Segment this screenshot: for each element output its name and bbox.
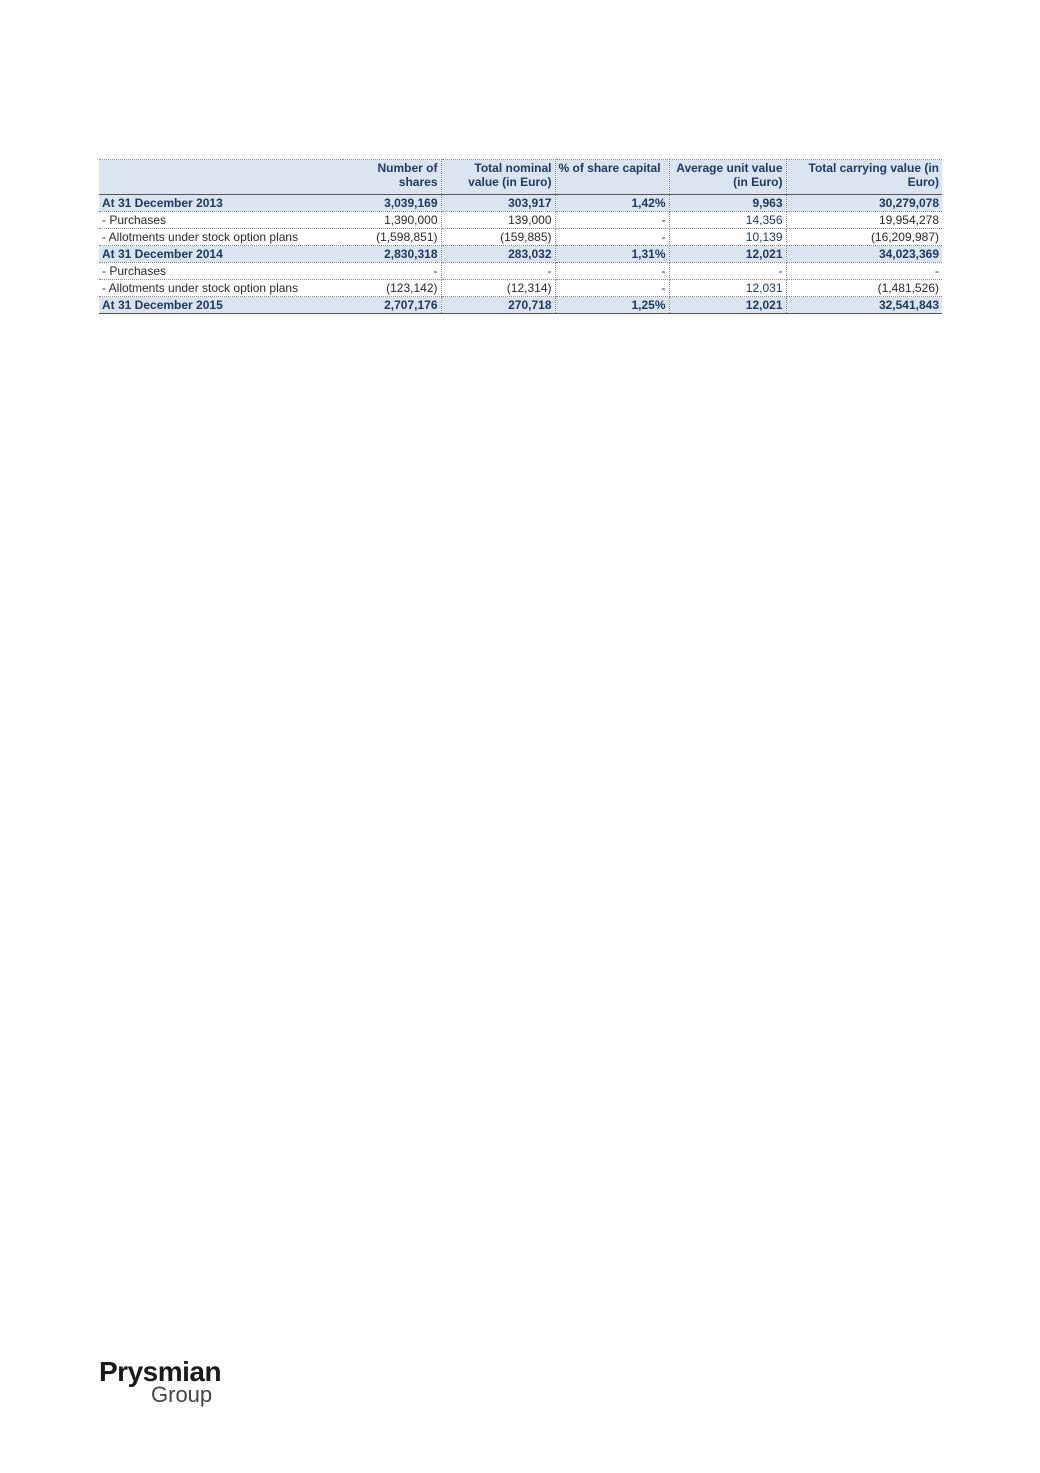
table-row-purchases-2015 [99,263,942,280]
row-label: At 31 December 2015 [99,297,343,314]
cell-total-nominal-value: 270,718 [441,297,555,314]
cell-average-unit-value: 12,021 [669,246,786,263]
cell-average-unit-value: - [669,263,786,280]
header-share-capital-pct: % of share capital [555,160,669,195]
cell-number-of-shares: (123,142) [343,280,441,297]
row-label: - Purchases [99,263,343,280]
row-label: At 31 December 2013 [99,195,343,212]
cell-total-nominal-value: - [441,263,555,280]
logo-sub-text: Group [151,1382,213,1407]
header-number-of-shares: Number of shares [343,160,441,195]
cell-share-capital-pct: - [555,229,669,246]
cell-share-capital-pct: 1,42% [555,195,669,212]
cell-total-nominal-value: 303,917 [441,195,555,212]
cell-total-carrying-value: 19,954,278 [786,212,942,229]
row-label: - Allotments under stock option plans [99,280,343,297]
header-average-unit-value: Average unit value (in Euro) [669,160,786,195]
cell-total-nominal-value: (159,885) [441,229,555,246]
cell-number-of-shares: 1,390,000 [343,212,441,229]
row-label: - Purchases [99,212,343,229]
row-label: - Allotments under stock option plans [99,229,343,246]
cell-number-of-shares: 2,707,176 [343,297,441,314]
cell-total-nominal-value: 139,000 [441,212,555,229]
cell-average-unit-value: 9,963 [669,195,786,212]
header-label [99,160,343,195]
cell-total-nominal-value: 283,032 [441,246,555,263]
cell-number-of-shares: 3,039,169 [343,195,441,212]
table-row-allotments-2014 [99,229,942,246]
logo-brand-text: Prysmian [99,1356,222,1387]
cell-share-capital-pct: 1,31% [555,246,669,263]
cell-share-capital-pct: - [555,263,669,280]
table-row-dec-2013 [99,195,942,212]
cell-average-unit-value: 14,356 [669,212,786,229]
prysmian-group-logo [99,1357,229,1413]
cell-average-unit-value: 10,139 [669,229,786,246]
row-label: At 31 December 2014 [99,246,343,263]
cell-number-of-shares: (1,598,851) [343,229,441,246]
treasury-shares-table [99,159,942,314]
cell-total-carrying-value: 32,541,843 [786,297,942,314]
cell-number-of-shares: - [343,263,441,280]
table-header-row [99,160,942,195]
cell-total-carrying-value: 30,279,078 [786,195,942,212]
cell-average-unit-value: 12,021 [669,297,786,314]
cell-share-capital-pct: - [555,280,669,297]
table-row-allotments-2015 [99,280,942,297]
cell-share-capital-pct: 1,25% [555,297,669,314]
header-total-carrying-value: Total carrying value (in Euro) [786,160,942,195]
cell-average-unit-value: 12,031 [669,280,786,297]
cell-total-carrying-value: 34,023,369 [786,246,942,263]
cell-total-nominal-value: (12,314) [441,280,555,297]
table-row-dec-2015 [99,297,942,314]
table-row-purchases-2014 [99,212,942,229]
cell-total-carrying-value: (1,481,526) [786,280,942,297]
cell-share-capital-pct: - [555,212,669,229]
cell-total-carrying-value: (16,209,987) [786,229,942,246]
cell-number-of-shares: 2,830,318 [343,246,441,263]
header-total-nominal-value: Total nominal value (in Euro) [441,160,555,195]
table-row-dec-2014 [99,246,942,263]
cell-total-carrying-value: - [786,263,942,280]
